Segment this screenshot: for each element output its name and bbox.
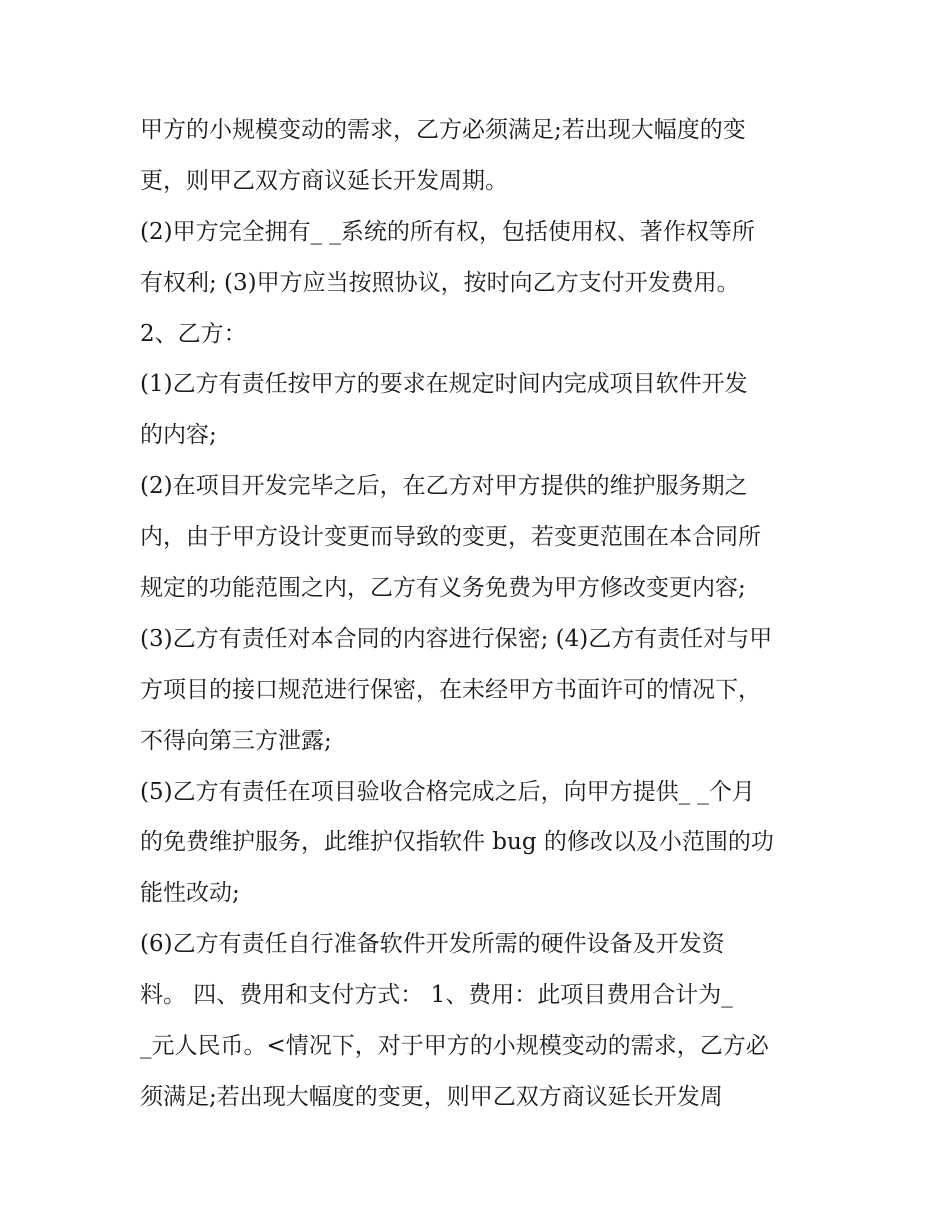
text-line: _元人民币。<情况下，对于甲方的小规模变动的需求，乙方必 <box>140 1033 769 1060</box>
text-line: 有权利; (3)甲方应当按照协议，按时向乙方支付开发费用。 <box>140 269 740 296</box>
text-line: (6)乙方有责任自行准备软件开发所需的硬件设备及开发资 <box>140 931 725 958</box>
text-line: (3)乙方有责任对本合同的内容进行保密; (4)乙方有责任对与甲 <box>140 625 773 652</box>
text-line: 能性改动; <box>140 880 240 907</box>
section-heading: 2、乙方： <box>140 320 247 347</box>
text-line: 料。 四、费用和支付方式： 1、费用：此项目费用合计为_ <box>140 982 733 1009</box>
text-line: (5)乙方有责任在项目验收合格完成之后，向甲方提供_ _个月 <box>140 778 755 805</box>
text-line: (1)乙方有责任按甲方的要求在规定时间内完成项目软件开发 <box>140 371 748 398</box>
text-line: 甲方的小规模变动的需求，乙方必须满足;若出现大幅度的变 <box>140 117 746 143</box>
text-line: 方项目的接口规范进行保密，在未经甲方书面许可的情况下， <box>140 676 761 703</box>
text-line: (2)甲方完全拥有_ _系统的所有权，包括使用权、著作权等所 <box>140 218 755 245</box>
text-line: 的免费维护服务，此维护仅指软件 bug 的修改以及小范围的功 <box>140 829 774 856</box>
text-line: 不得向第三方泄露; <box>140 727 332 754</box>
text-line: 规定的功能范围之内，乙方有义务免费为甲方修改变更内容; <box>140 575 746 602</box>
text-line: 更，则甲乙双方商议延长开发周期。 <box>140 167 508 194</box>
text-line: 内，由于甲方设计变更而导致的变更，若变更范围在本合同所 <box>140 524 761 551</box>
text-line: 的内容; <box>140 422 217 449</box>
text-line: 须满足;若出现大幅度的变更，则甲乙双方商议延长开发周 <box>140 1083 723 1110</box>
document-body <box>140 105 830 1123</box>
text-line: (2)在项目开发完毕之后，在乙方对甲方提供的维护服务期之 <box>140 473 748 500</box>
